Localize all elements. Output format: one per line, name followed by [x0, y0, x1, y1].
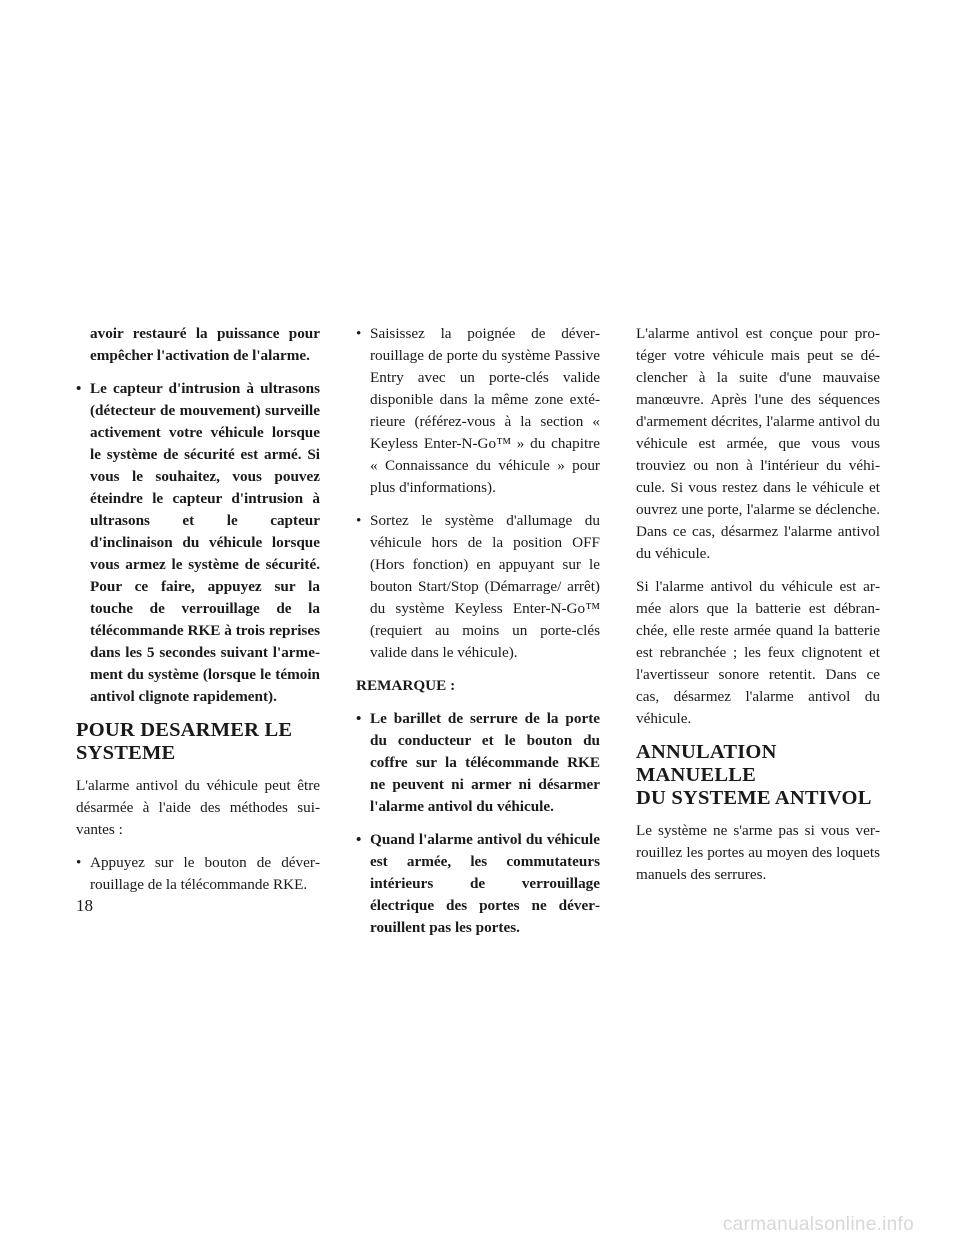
bullet-dot-icon: • [356, 831, 362, 848]
bullet-intrusion-sensor [76, 378, 320, 708]
column-left [76, 323, 320, 907]
watermark: carmanualsonline.info [722, 1214, 914, 1235]
column-right [636, 323, 880, 897]
heading-disarm-line2: SYSTEME [76, 742, 176, 764]
heading-disarm-line1: POUR DESARMER LE [76, 719, 293, 741]
para-manual-locks: Le système ne s'arme pas si vous verrouillez les portes au moyen des loquets manuels des serrures. [636, 822, 880, 883]
bullet-door-handle [356, 323, 600, 499]
column-middle [356, 323, 600, 950]
bullet-rke-unlock [76, 852, 320, 896]
bullet-intrusion-text: Le capteur d'intrusion à ultrasons (détecteur de mouvement) surveille activement votre véhicule lorsque le système de sécurité est armé. Si vous le souhaitez, vous pouvez éteindre le capteur d'intrusion à ultrasons et le capteur d'inclinaison du véhicule lorsque vous armez le système de sécurité. Pour ce faire, appuyez sur la touche de verrouillage de la télécommande RKE à trois reprises dans les 5 secondes suivant l'armement du système (lorsque le témoin antivol clignote rapidement). [90, 380, 320, 705]
heading-manual-override [636, 741, 880, 810]
continued-bullet-text: avoir restauré la puissance pour empêcher l'activation de l'alarme. [90, 325, 320, 364]
note-bullet-lock-text: Le barillet de serrure de la porte du conducteur et le bouton du coffre sur la télécommande RKE ne peuvent ni armer ni désarmer l'alarme antivol du véhicule. [370, 710, 600, 815]
bullet-dot-icon: • [356, 325, 362, 342]
bullet-dot-icon: • [356, 710, 362, 727]
bullet-dot-icon: • [356, 512, 362, 529]
heading-disarm [76, 719, 320, 765]
heading-manual-line1: ANNULATION MANUELLE [636, 741, 777, 786]
bullet-dot-icon: • [76, 854, 82, 871]
bullet-door-handle-text: Saisissez la poignée de déverrouillage de porte du système Passive Entry avec un porte-clés valide disponible dans la même zone extérieure (référez-vous à la section « Keyless Enter-N-Go™ » du chapitre « Connaissance du véhicule » pour plus d'informations). [370, 325, 600, 496]
para-battery: Si l'alarme antivol du véhicule est armée alors que la batterie est débranchée, elle reste armée quand la batterie est rebranchée ; les feux clignotent et l'avertisseur sonore retentit. Dans ce cas, désarmez l'alarme antivol du véhicule. [636, 578, 880, 727]
bullet-ignition [356, 510, 600, 664]
bullet-rke-text: Appuyez sur le bouton de déverrouillage de la télécommande RKE. [90, 854, 320, 893]
bullet-ignition-text: Sortez le système d'allumage du véhicule hors de la position OFF (Hors fonction) en appuyant sur le bouton Start/Stop (Démarrage/ arrêt) du système Keyless Enter-N-Go™ (requiert au moins un porte-clés valide dans le véhicule). [370, 512, 600, 661]
note-bullet-switches [356, 829, 600, 939]
note-label: REMARQUE : [356, 677, 456, 694]
note-bullet-lock-cylinder [356, 708, 600, 818]
bullet-dot-icon: • [76, 380, 82, 397]
disarm-intro: L'alarme antivol du véhicule peut être désarmée à l'aide des méthodes suivantes : [76, 777, 320, 838]
note-bullet-switches-text: Quand l'alarme antivol du véhicule est armée, les commutateurs intérieurs de verrouillage électrique des portes ne déverrouillent pas les portes. [370, 831, 600, 936]
para-alarm-designed: L'alarme antivol est conçue pour protéger votre véhicule mais peut se déclencher à la suite d'une mauvaise manœuvre. Après l'une des séquences d'armement décrites, l'alarme antivol du véhicule est armée, que vous vous trouviez ou non à l'intérieur du véhicule. Si vous restez dans le véhicule et ouvrez une porte, l'alarme se déclenche. Dans ce cas, désarmez l'alarme antivol du véhicule. [636, 325, 880, 562]
heading-manual-line2: DU SYSTEME ANTIVOL [636, 787, 872, 809]
page-number: 18 [76, 896, 93, 915]
